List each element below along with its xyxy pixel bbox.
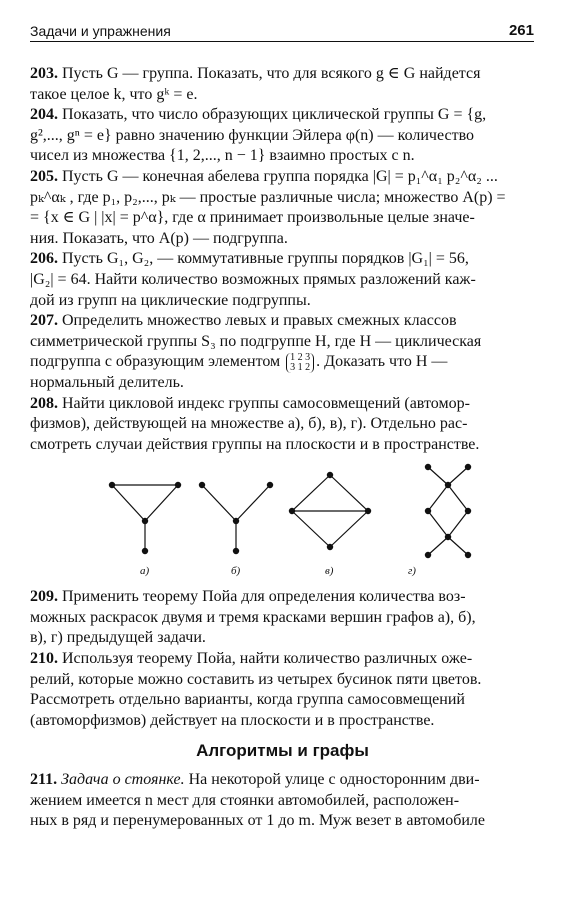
problem-number: 203. (30, 65, 58, 82)
problem-text-line: Определить множество левых и правых смежных классов (62, 312, 457, 330)
page-header (30, 22, 534, 42)
problem-text-line: можных раскрасок двумя и тремя красками вершин графов а), б), (30, 608, 476, 626)
problem-206 (30, 249, 535, 311)
problem-text-line: Применить теорему Пойа для определения количества воз- (62, 588, 466, 606)
problem-number: 206. (30, 250, 58, 268)
problem-text-line: смотреть случаи действия группы на плоскости и в пространстве. (30, 435, 480, 453)
problem-text-line: Показать, что число образующих циклической группы G = {g, (62, 106, 487, 124)
problem-209 (30, 587, 535, 649)
problem-210 (30, 649, 535, 731)
header-rule (30, 41, 534, 42)
problem-204 (30, 105, 535, 167)
problem-203 (30, 64, 535, 105)
graphs-figure (30, 463, 535, 583)
page-number: 261 (508, 22, 534, 39)
problem-text-line: такое целое k, что gᵏ = e. (30, 85, 198, 103)
problem-text-line: чисел из множества {1, 2,..., n − 1} взаимно простых с n. (30, 147, 415, 165)
problem-211 (30, 770, 535, 832)
problem-text-line: Пусть G — конечная абелева группа порядка |G| = p₁^α₁ p₂^α₂ ... (62, 167, 498, 185)
problem-207 (30, 311, 535, 393)
problem-text-line: физмов), действующей на множестве а), б), в), г). Отдельно рас- (30, 415, 468, 433)
problem-text-line: Пусть G — группа. Показать, что для всякого g ∈ G найдется (62, 65, 481, 82)
problem-text-line: Пусть G₁, G₂, — коммутативные группы порядков |G₁| = 56, (62, 250, 469, 268)
permutation-matrix (286, 353, 314, 373)
problem-text-line: релий, которые можно составить из четырех бусинок пяти цветов. (30, 670, 482, 688)
matrix-row: 3 1 2 (290, 361, 311, 373)
problem-205 (30, 167, 535, 249)
problem-text-line: симметрической группы S₃ по подгруппе H, где H — циклическая (30, 332, 482, 350)
graph-c (289, 473, 370, 550)
problem-number: 211. (30, 771, 58, 789)
matrix-row: 1 2 3 (290, 351, 311, 363)
problem-208 (30, 394, 535, 456)
problem-text-line: g²,..., gⁿ = e} равно значению функции Эйлера φ(n) — количество (30, 126, 475, 144)
section-title: Алгоритмы и графы (196, 741, 369, 761)
problem-text-line: pₖ^αₖ , где p₁, p₂,..., pₖ — простые различные числа; множество A(p) = (30, 188, 506, 206)
problem-text-line: ных в ряд и перенумерованных от 1 до m. Муж везет в автомобиле (30, 812, 486, 830)
problem-text-line: дой из групп на циклические подгруппы. (30, 291, 311, 309)
problem-number: 209. (30, 588, 58, 606)
problem-text-line: = {x ∈ G | |x| = p^α}, где α принимает произвольные целые значе- (30, 209, 475, 227)
problem-text-line: На некоторой улице с односторонним дви- (188, 771, 480, 789)
graphs-drawing (30, 463, 535, 563)
problem-text-line: в), г) предыдущей задачи. (30, 629, 206, 647)
graph-b (199, 483, 272, 554)
running-title: Задачи и упражнения (30, 23, 171, 39)
caption-a: а) (140, 565, 150, 578)
caption-c: в) (325, 565, 334, 578)
problem-number: 210. (30, 650, 58, 668)
problem-text-line: |G₂| = 64. Найти количество возможных прямых разложений каж- (30, 270, 476, 288)
problem-title: Задача о стоянке. (61, 771, 185, 789)
problem-text-line: . Доказать что H — (316, 353, 448, 371)
problem-number: 207. (30, 312, 58, 330)
graph-d (425, 465, 470, 558)
page-body (30, 64, 535, 832)
problem-text-line: Используя теорему Пойа, найти количество различных оже- (62, 650, 473, 668)
problem-text-line: ния. Показать, что A(p) — подгруппа. (30, 229, 288, 247)
problem-number: 204. (30, 106, 58, 124)
problem-number: 205. (30, 167, 58, 185)
caption-b: б) (231, 565, 241, 578)
problem-text-line: жением имеется n мест для стоянки автомобилей, расположен- (30, 791, 460, 809)
caption-d: г) (408, 565, 416, 578)
problem-text-line: подгруппа с образующим элементом (30, 353, 281, 371)
problem-number: 208. (30, 394, 58, 412)
problem-text-line: Найти цикловой индекс группы самосовмещений (автомор- (62, 394, 470, 412)
graph-a (109, 483, 180, 554)
problem-text-line: нормальный делитель. (30, 373, 184, 391)
problem-text-line: Рассмотреть отдельно варианты, когда группа самосовмещений (30, 691, 465, 709)
problem-text-line: (автоморфизмов) действует на плоскости и в пространстве. (30, 711, 435, 729)
